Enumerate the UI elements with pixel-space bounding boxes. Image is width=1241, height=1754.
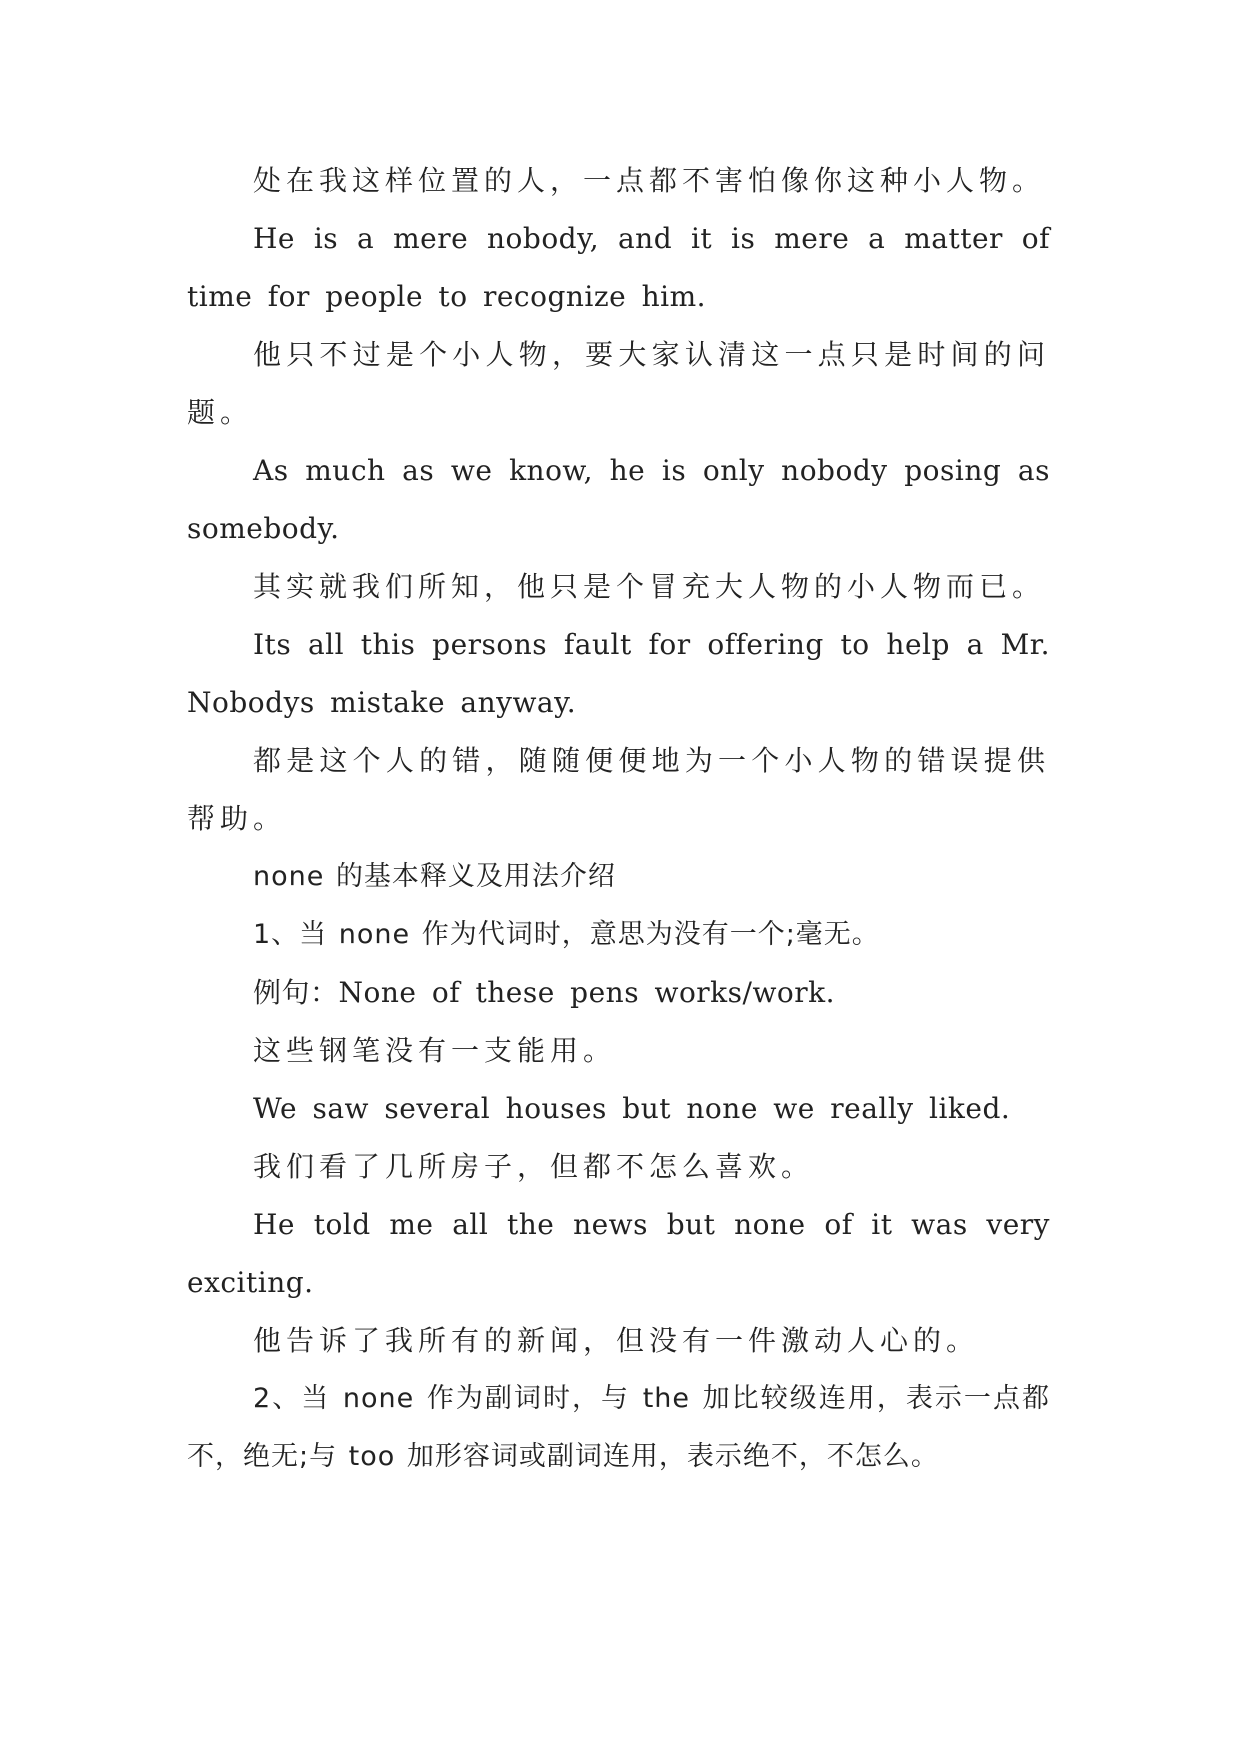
paragraph: He is a mere nobody, and it is mere a matter of time for people to recognize him. [187, 222, 1050, 313]
example-sentence: 例句：None of these pens works/work. [253, 976, 836, 1009]
paragraph: 他告诉了我所有的新闻，但没有一件激动人心的。 [253, 1324, 980, 1357]
paragraph: 这些钢笔没有一支能用。 [253, 1034, 617, 1067]
paragraph: 他只不过是个小人物，要大家认清这一点只是时间的问题。 [187, 338, 1050, 429]
paragraph: 都是这个人的错，随随便便地为一个小人物的错误提供帮助。 [187, 744, 1050, 835]
document-body [187, 152, 1050, 1486]
paragraph: He told me all the news but none of it was very exciting. [187, 1208, 1050, 1299]
paragraph: As much as we know, he is only nobody posing as somebody. [187, 454, 1050, 545]
paragraph: 其实就我们所知，他只是个冒充大人物的小人物而已。 [253, 570, 1046, 603]
paragraph: 2、当 none 作为副词时，与 the 加比较级连用，表示一点都不，绝无;与 too 加形容词或副词连用，表示绝不，不怎么。 [187, 1383, 1050, 1472]
section-heading: none 的基本释义及用法介绍 [253, 861, 616, 892]
paragraph: 处在我这样位置的人，一点都不害怕像你这种小人物。 [253, 164, 1046, 197]
paragraph: Its all this persons fault for offering to help a Mr. Nobodys mistake anyway. [187, 628, 1050, 719]
paragraph: We saw several houses but none we really liked. [253, 1092, 1011, 1125]
paragraph: 1、当 none 作为代词时，意思为没有一个;毫无。 [253, 919, 880, 950]
paragraph: 我们看了几所房子，但都不怎么喜欢。 [253, 1150, 815, 1183]
